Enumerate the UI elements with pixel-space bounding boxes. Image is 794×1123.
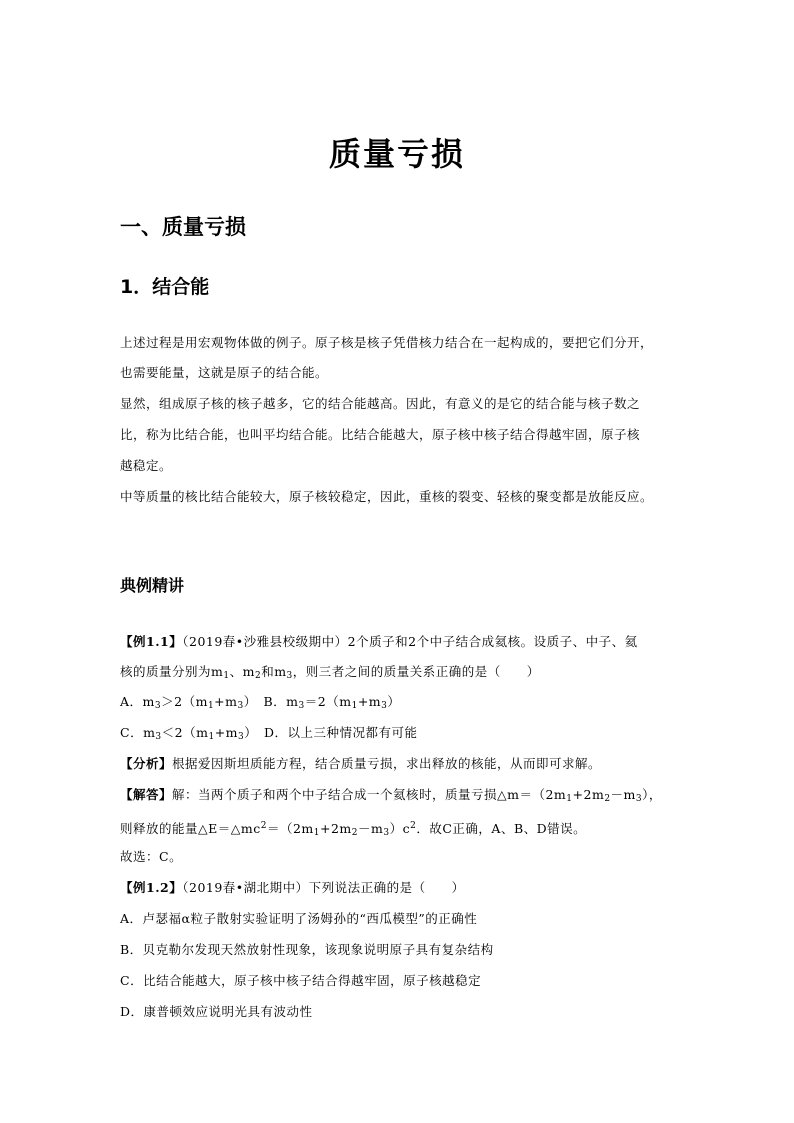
example-1-stem-text: （2019春•沙雅县校级期中）2个质子和2个中子结合成氦核。设质子、中子、氦 (182, 634, 638, 649)
text-fragment: 和m (261, 664, 287, 679)
text-fragment: +m (214, 725, 239, 740)
paragraph-line: 也需要能量，这就是原子的结合能。 (120, 365, 329, 380)
answer-tag: 【解答】 (120, 787, 173, 802)
text-fragment: ，则三者之间的质量关系正确的是（ ） (292, 664, 540, 679)
option-d: D．以上三种情况都有可能 (251, 725, 418, 740)
example-2-stem-line (120, 878, 680, 898)
text-fragment: 则释放的能量△E＝△mc (120, 821, 261, 836)
subscript: 1 (313, 828, 320, 838)
example-1-stem-line (120, 662, 680, 686)
superscript: 2 (260, 821, 267, 831)
text-fragment: +2m (320, 821, 352, 836)
text-fragment: +2m (572, 787, 605, 802)
subscript: 3 (238, 732, 245, 742)
text-fragment: ）c (389, 821, 411, 836)
subscript: 3 (154, 701, 162, 711)
text-fragment: ） (243, 694, 251, 709)
subscript: 3 (298, 701, 305, 711)
option-c: C．m (120, 725, 156, 740)
example-1-answer-line (120, 816, 680, 843)
subsection-heading: 1．结合能 (120, 276, 210, 298)
subscript: 2 (351, 828, 359, 838)
analysis-tag: 【分析】 (120, 756, 173, 771)
subscript: 3 (155, 732, 162, 742)
paragraph-line: 显然，组成原子核的核子越多，它的结合能越高。因此，有意义的是它的结合能与核子数之 (120, 396, 641, 411)
example-1-stem-line (120, 632, 680, 652)
text-fragment: 、m (229, 664, 255, 679)
subscript: 3 (381, 701, 388, 711)
analysis-text: 根据爱因斯坦质能方程，结合质量亏损，求出释放的核能，从而即可求解。 (172, 756, 602, 771)
subscript: 3 (383, 828, 390, 838)
text-fragment: ＜2（m (161, 725, 209, 740)
example-2-stem-text: （2019春•湖北期中）下列说法正确的是（ ） (182, 880, 465, 895)
text-fragment: 解：当两个质子和两个中子结合成一个氦核时，质量亏损△m＝（2m (172, 787, 567, 802)
text-fragment: －m (610, 787, 636, 802)
paragraph-line: 中等质量的核比结合能较大，原子核较稳定，因此，重核的裂变、轻核的聚变都是放能反应。 (120, 489, 654, 504)
example-2-option-c: C．比结合能越大，原子核中核子结合得越牢固，原子核越稳定 (120, 973, 482, 988)
text-fragment: ） (387, 694, 401, 709)
subscript: 2 (604, 794, 611, 804)
example-2-option-d: D．康普顿效应说明光具有波动性 (120, 1004, 313, 1019)
subscript: 2 (254, 671, 262, 681)
example-2-option-a: A．卢瑟福α粒子散射实验证明了汤姆孙的“西瓜模型”的正确性 (120, 911, 478, 926)
subscript: 3 (237, 701, 244, 711)
text-fragment: －m (358, 821, 384, 836)
paragraph-line: 上述过程是用宏观物体做的例子。原子核是核子凭借核力结合在一起构成的，要把它们分开， (120, 335, 654, 350)
example-1-answer-line (120, 785, 680, 809)
subscript: 1 (208, 732, 215, 742)
text-fragment: 核的质量分别为m (120, 664, 224, 679)
paragraph-line: 越稳定。 (120, 458, 173, 473)
option-a: A．m (120, 694, 155, 709)
text-fragment: ＞2（m (161, 694, 208, 709)
option-b: B．m (250, 694, 299, 709)
text-fragment: ．故C正确，A、B、D错误。 (416, 821, 587, 836)
subscript: 1 (351, 701, 358, 711)
subscript: 1 (223, 671, 230, 681)
text-fragment: ）， (642, 787, 662, 802)
text-fragment: +m (214, 694, 238, 709)
text-fragment: ＝（2m (266, 821, 314, 836)
example-2-tag: 【例1.2】 (120, 880, 183, 895)
subscript: 1 (207, 701, 215, 711)
example-1-final-answer: 故选：C。 (120, 849, 183, 864)
superscript: 2 (410, 821, 417, 831)
examples-heading: 典例精讲 (120, 576, 185, 595)
example-1-analysis (120, 754, 680, 774)
example-2-option-b: B．贝克勒尔发现天然放射性现象，该现象说明原子具有复杂结构 (120, 942, 494, 957)
page-title: 质量亏损 (328, 135, 465, 173)
paragraph-line: 比，称为比结合能，也叫平均结合能。比结合能越大，原子核中核子结合得越牢固，原子核 (120, 427, 641, 442)
example-1-options-cd (120, 723, 680, 747)
text-fragment: ＝2（m (304, 694, 352, 709)
example-1-tag: 【例1.1】 (120, 634, 183, 649)
text-fragment: ） (244, 725, 252, 740)
subscript: 3 (286, 671, 293, 681)
subscript: 3 (635, 794, 643, 804)
section-heading: 一、质量亏损 (120, 215, 246, 239)
subscript: 1 (566, 794, 573, 804)
example-1-options-ab (120, 692, 680, 716)
text-fragment: +m (357, 694, 382, 709)
